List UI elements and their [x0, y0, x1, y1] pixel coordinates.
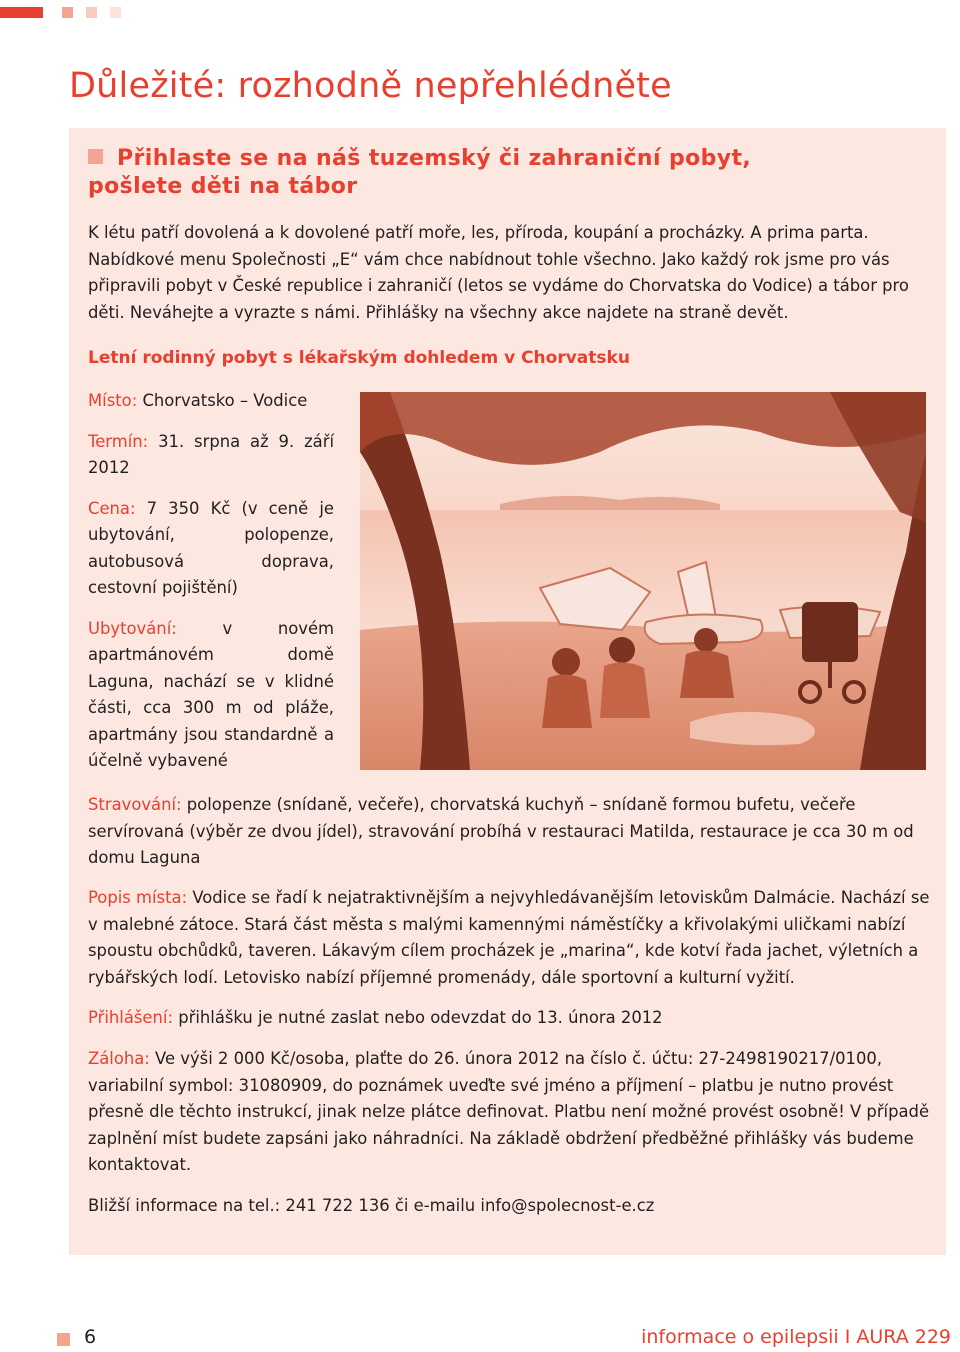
place-row [88, 388, 334, 415]
term-row [88, 429, 334, 482]
meals-paragraph [88, 792, 934, 872]
bullet-square-icon [88, 149, 103, 164]
deposit-value: Ve výši 2 000 Kč/osoba, plaťte do 26. února 2012 na číslo č. účtu: 27-2498190217/0100, variabilní symbol: 31080909, do poznámek uveďte své jméno a příjmení – platbu je nutno provést přesně dle těchto instrukcí, jinak nelze plátce definovat. Platbu není možné provést osobně! V případě zaplnění míst budete zapsáni jako náhradníci. Na základě obdržení předběžné přihlášky vás budeme kontaktovat. [88, 1049, 930, 1174]
price-label: Cena: [88, 498, 136, 518]
section-heading [88, 145, 788, 201]
term-value: 31. srpna až 9. září 2012 [88, 431, 335, 477]
publication-name: informace o epilepsii I AURA 229 [641, 1326, 951, 1348]
accommodation-row [88, 616, 334, 775]
header-decor-square [86, 7, 97, 18]
deposit-paragraph [88, 1046, 934, 1179]
intro-paragraph: K létu patří dovolená a k dovolené patří moře, les, příroda, koupání a procházky. A prima parta. Nabídkové menu Společnosti „E“ vám chce nabídnout tohle všechno. Jako každý rok jsme pro vás připravili pobyt v České republice i zahraničí (letos se vydáme do Chorvatska do Vodice) a tábor pro děti. Neváhejte a vyrazte s námi. Přihlášky na všechny akce najdete na straně devět. [88, 223, 909, 322]
beach-scene-image [360, 392, 926, 770]
price-row [88, 496, 334, 602]
contact-paragraph: Bližší informace na tel.: 241 722 136 či e-mailu info@spolecnost-e.cz [88, 1196, 655, 1215]
meals-label: Stravování: [88, 795, 182, 814]
beach-photo [360, 392, 926, 770]
page-title: Důležité: rozhodně nepřehlédněte [69, 66, 672, 106]
accommodation-value: v novém apartmánovém domě Laguna, nachází se v klidné části, cca 300 m od pláže, apartmány jsou standardně a účelně vybavené [88, 618, 334, 770]
term-label: Termín: [88, 431, 149, 451]
page-number: 6 [84, 1326, 97, 1348]
header-decor-square [62, 7, 73, 18]
stay-title: Letní rodinný pobyt s lékařským dohledem v Chorvatsku [88, 348, 630, 368]
registration-label: Přihlášení: [88, 1008, 173, 1027]
location-value: Vodice se řadí k nejatraktivnějším a nejvyhledávanějším letoviskům Dalmácie. Nachází se v malebné zátoce. Stará část města s malými kamennými náměstíčky a křivolakými uličkami nabízí spoustu obchůdků, taveren. Lákavým cílem procházek je „marina“, kde kotví řada jachet, výletních a rybářských lodí. Letovisko nabízí příjemné promenády, dále sportovní a kulturní vyžití. [88, 888, 930, 987]
price-value: 7 350 Kč (v ceně je ubytování, polopenze, autobusová doprava, cestovní pojištění) [88, 498, 334, 597]
stay-details-column [88, 388, 334, 775]
location-paragraph [88, 885, 934, 991]
location-label: Popis místa: [88, 888, 188, 907]
meals-value: polopenze (snídaně, večeře), chorvatská kuchyň – snídaně formou bufetu, večeře servírovaná (výběr ze dvou jídel), stravování probíhá v restauraci Matilda, restaurace je cca 30 m od domu Laguna [88, 795, 914, 867]
header-decor-square [110, 7, 121, 18]
header-decor-bar [0, 7, 43, 18]
place-label: Místo: [88, 391, 138, 410]
section-heading-text: Přihlaste se na náš tuzemský či zahraniční pobyt, pošlete děti na tábor [88, 146, 752, 199]
footer-square-icon [57, 1333, 70, 1346]
deposit-label: Záloha: [88, 1049, 150, 1068]
registration-paragraph [88, 1005, 934, 1032]
registration-value: přihlášku je nutné zaslat nebo odevzdat do 13. února 2012 [178, 1008, 663, 1027]
accommodation-label: Ubytování: [88, 618, 177, 638]
place-value: Chorvatsko – Vodice [142, 391, 308, 410]
